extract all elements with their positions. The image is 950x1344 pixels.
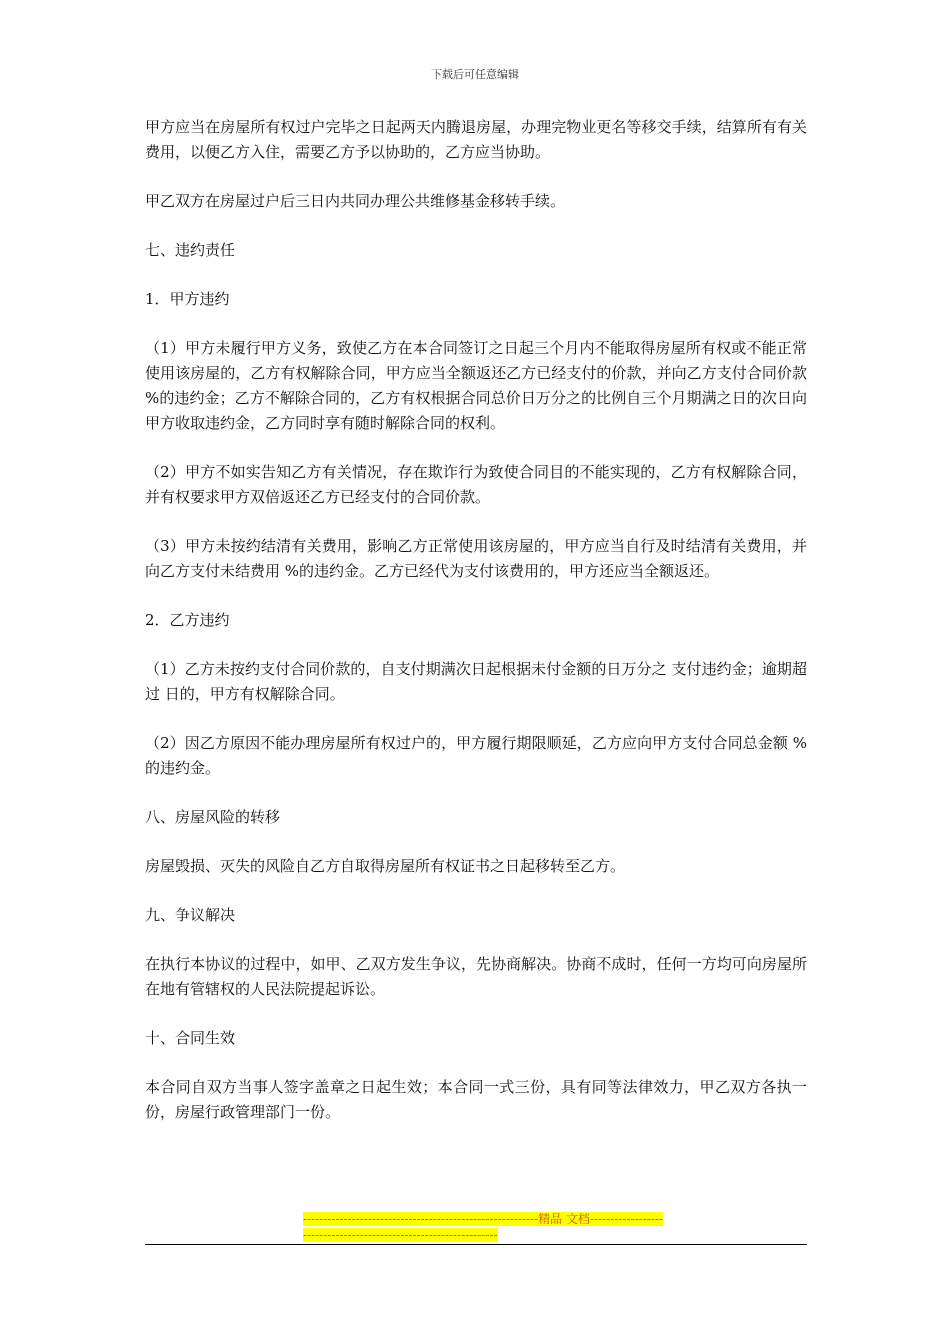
header-note: 下载后可任意编辑 <box>431 68 519 81</box>
footer-text <box>303 1211 663 1243</box>
footer-highlight: ----------------------------------------------------------精品 文档------------------------------------------------------------------ <box>303 1212 663 1242</box>
paragraph-effect: 本合同自双方当事人签字盖章之日起生效；本合同一式三份，具有同等法律效力，甲乙双方各执一份，房屋行政管理部门一份。 <box>145 1078 807 1121</box>
subheading-party-a-breach: 1．甲方违约 <box>145 290 230 308</box>
section-heading-effect: 十、合同生效 <box>145 1029 236 1047</box>
section-heading-risk: 八、房屋风险的转移 <box>145 808 281 826</box>
paragraph-dispute: 在执行本协议的过程中，如甲、乙双方发生争议，先协商解决。协商不成时，任何一方均可向房屋所在地有管辖权的人民法院提起诉讼。 <box>145 955 807 998</box>
section-heading-dispute: 九、争议解决 <box>145 906 236 924</box>
footer-rule <box>145 1244 807 1245</box>
subheading-party-b-breach: 2．乙方违约 <box>145 611 230 629</box>
section-heading-breach: 七、违约责任 <box>145 241 236 259</box>
paragraph-maintenance-fund: 甲乙双方在房屋过户后三日内共同办理公共维修基金移转手续。 <box>145 192 566 210</box>
paragraph-handover: 甲方应当在房屋所有权过户完毕之日起两天内腾退房屋，办理完物业更名等移交手续，结算所有有关费用，以便乙方入住，需要乙方予以协助的，乙方应当协助。 <box>145 118 807 161</box>
clause-b-2: （2）因乙方原因不能办理房屋所有权过户的，甲方履行期限顺延，乙方应向甲方支付合同总金额 %的违约金。 <box>145 734 807 777</box>
document-body <box>145 115 807 1149</box>
page-footer <box>145 1211 807 1243</box>
paragraph-risk-transfer: 房屋毁损、灭失的风险自乙方自取得房屋所有权证书之日起移转至乙方。 <box>145 857 626 875</box>
clause-a-1: （1）甲方未履行甲方义务，致使乙方在本合同签订之日起三个月内不能取得房屋所有权或不能正常使用该房屋的，乙方有权解除合同，甲方应当全额返还乙方已经支付的价款，并向乙方支付合同价款 %的违约金；乙方不解除合同的，乙方有权根据合同总价日万分之的比例自三个月期满之日的次日向甲方收取违约金，乙方同时享有随时解除合同的权利。 <box>145 339 807 432</box>
clause-a-3: （3）甲方未按约结清有关费用，影响乙方正常使用该房屋的，甲方应当自行及时结清有关费用，并向乙方支付未结费用 %的违约金。乙方已经代为支付该费用的，甲方还应当全额返还。 <box>145 537 807 580</box>
clause-b-1: （1）乙方未按约支付合同价款的，自支付期满次日起根据未付金额的日万分之 支付违约金；逾期超过 日的，甲方有权解除合同。 <box>145 660 807 703</box>
clause-a-2: （2）甲方不如实告知乙方有关情况，存在欺诈行为致使合同目的不能实现的，乙方有权解除合同，并有权要求甲方双倍返还乙方已经支付的合同价款。 <box>145 463 807 506</box>
